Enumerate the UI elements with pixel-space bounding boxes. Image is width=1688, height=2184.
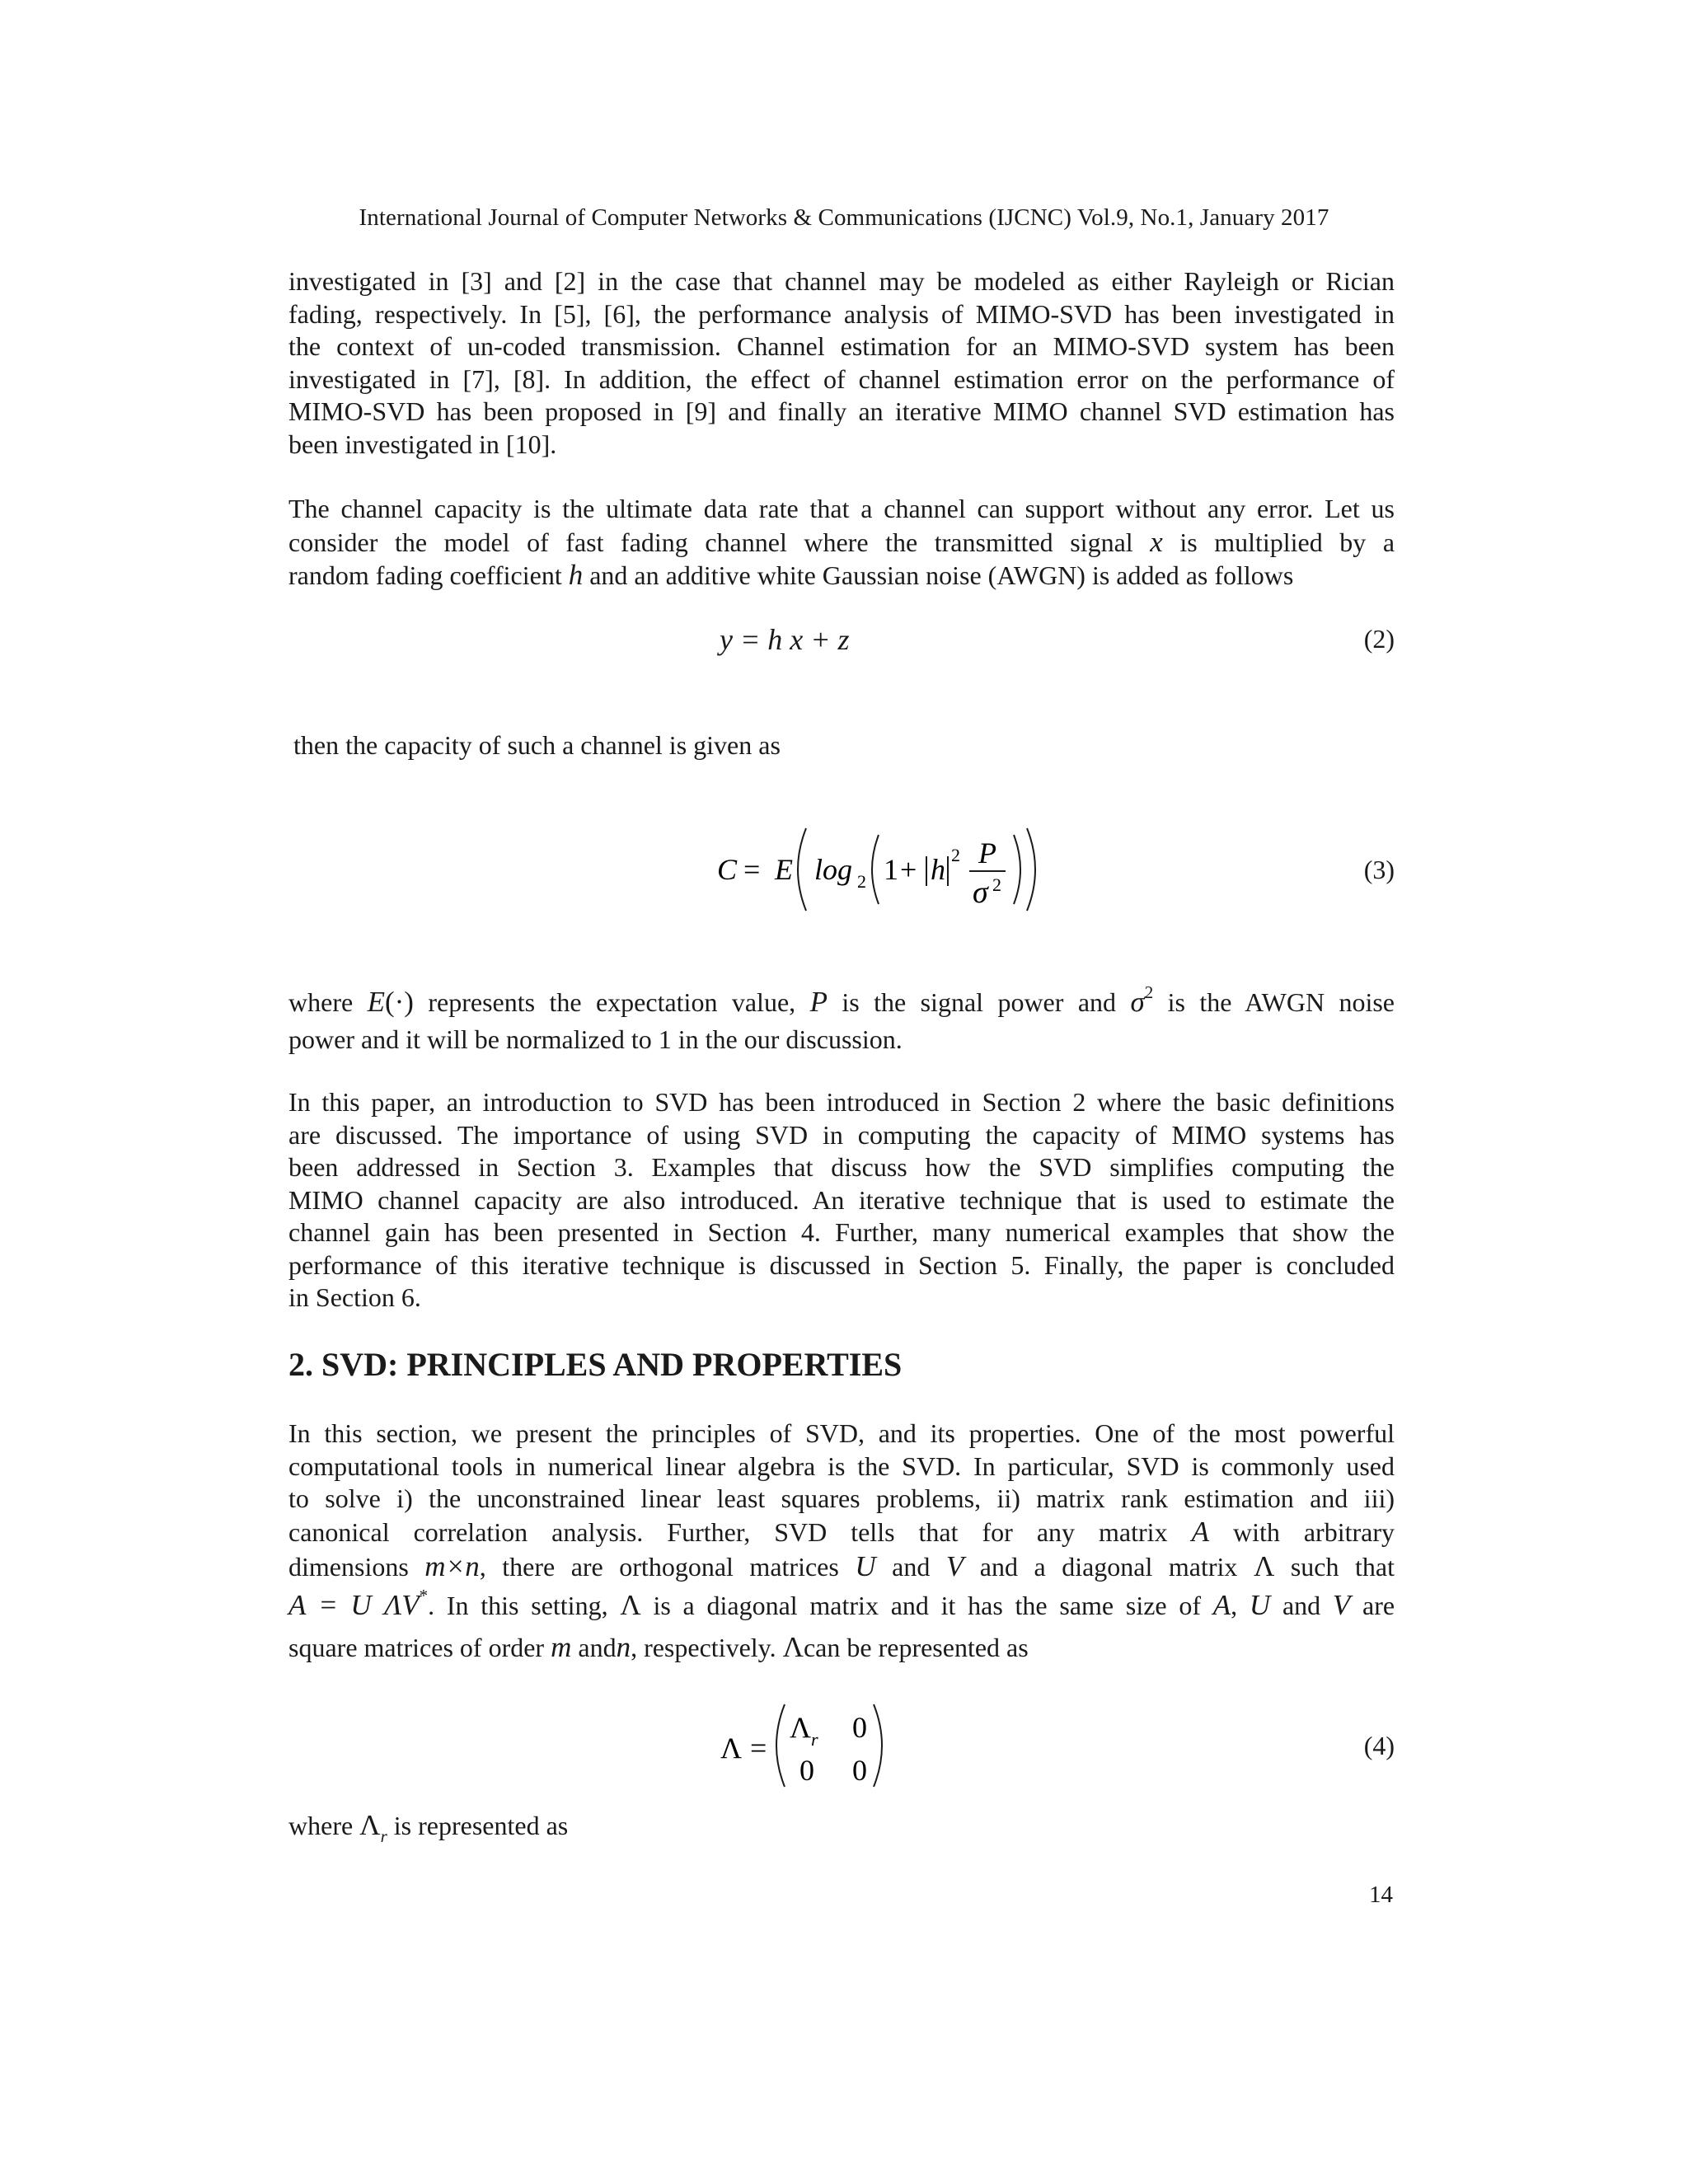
equation-4	[288, 1698, 1395, 1797]
eq3-equals: =	[743, 853, 761, 886]
eq4-a21: 0	[799, 1754, 814, 1787]
text-line: where E(·) represents the expectation value, P is the signal power and $\sigma^2$ is the AWGN noise	[288, 982, 1395, 1018]
equation-3	[288, 820, 1395, 919]
eq3-C: C	[717, 853, 738, 886]
text-line: consider the model of fast fading channel where the transmitted signal x is multiplied by a	[288, 525, 1395, 558]
text-line: The channel capacity is the ultimate data rate that a channel can support without any error. Let us	[288, 494, 1395, 523]
math-var-P: P	[809, 986, 828, 1018]
text-line: computational tools in numerical linear algebra is the SVD. In particular, SVD is commonly used	[288, 1451, 1395, 1481]
math-var-E: E	[367, 986, 385, 1018]
equation-4-number: (4)	[1363, 1731, 1395, 1760]
text-line: MIMO channel capacity are also introduced. An iterative technique that is used to estimate the	[288, 1184, 1395, 1215]
text-line: random fading coefficient h and an additive white Gaussian noise (AWGN) is added as follows	[288, 559, 1294, 591]
paragraph-prior-work	[288, 265, 1395, 461]
text-line: investigated in [7], [8]. In addition, the effect of channel estimation error on the performance of	[288, 363, 1395, 394]
eq3-outer-left-paren	[798, 828, 806, 911]
eq3-P: P	[978, 837, 996, 869]
paragraph-svd-principles	[288, 1418, 1395, 1666]
text-line: been addressed in Section 3. Examples that discuss how the SVD simplifies computing the	[288, 1152, 1395, 1182]
eq4-equals: =	[750, 1732, 767, 1765]
text-line: where $\Lambda_r$ is represented as	[288, 1809, 569, 1846]
text-line: square matrices of order m andn, respectively. Λcan be represented as	[288, 1631, 1029, 1663]
eq3-plus: +	[900, 853, 917, 886]
eq3-h: h	[931, 853, 945, 886]
text-line: MIMO-SVD has been proposed in [9] and finally an iterative MIMO channel SVD estimation has	[288, 396, 1395, 426]
eq3-inner-left-paren	[872, 835, 879, 904]
paragraph-lambda-r	[288, 1809, 1395, 1846]
text-line: the context of un-coded transmission. Channel estimation for an MIMO-SVD system has been	[288, 331, 1395, 361]
equation-3-number: (3)	[1363, 855, 1395, 884]
text-line: In this paper, an introduction to SVD has been introduced in Section 2 where the basic definitions	[288, 1087, 1395, 1117]
equation-3-formula	[717, 820, 1047, 919]
text-line: dimensions m×n, there are orthogonal matrices U and V and a diagonal matrix Λ such that	[288, 1550, 1395, 1582]
paragraph-channel-capacity	[288, 493, 1395, 593]
equation-4-matrix	[717, 1698, 931, 1797]
paragraph-paper-outline	[288, 1086, 1395, 1315]
paragraph-expectation	[288, 983, 1395, 1054]
equation-2	[288, 622, 1395, 721]
eq4-lhs: Λ	[720, 1732, 743, 1765]
text-line: then the capacity of such a channel is given as	[293, 730, 781, 760]
eq4-a11-sub: r	[811, 1729, 818, 1750]
section-heading: 2. SVD: PRINCIPLES AND PROPERTIES	[288, 1346, 903, 1383]
eq3-E: E	[775, 853, 793, 886]
eq3-h-exp: 2	[951, 845, 960, 865]
text-line: to solve i) the unconstrained linear least squares problems, ii) matrix rank estimation and iii)	[288, 1483, 1395, 1513]
text-line: investigated in [3] and [2] in the case that channel may be modeled as either Rayleigh or Rician	[288, 266, 1395, 296]
eq4-right-paren	[874, 1704, 882, 1787]
text-line: power and it will be normalized to 1 in the our discussion.	[288, 1024, 903, 1054]
text-line: fading, respectively. In [5], [6], the performance analysis of MIMO-SVD has been investigated in	[288, 298, 1395, 329]
eq4-left-paren	[776, 1704, 785, 1787]
text-line: channel gain has been presented in Section 4. Further, many numerical examples that show the	[288, 1217, 1395, 1247]
math-var-h: h	[568, 559, 584, 591]
eq3-inner-right-paren	[1014, 835, 1020, 904]
math-var-sigma: σ	[1130, 986, 1145, 1018]
equation-2-body: y = h x + z	[720, 623, 850, 656]
text-line: In this section, we present the principles of SVD, and its properties. One of the most powerful	[288, 1418, 1395, 1448]
text-line: A = U ΛV*. In this setting, Λ is a diagonal matrix and it has the same size of A, U and V are	[288, 1586, 1395, 1621]
page-number: 14	[1369, 1882, 1393, 1908]
text-line: performance of this iterative technique is discussed in Section 5. Finally, the paper is concluded	[288, 1249, 1395, 1280]
eq3-sigma-exp: 2	[992, 874, 1001, 895]
eq3-one: 1	[884, 853, 898, 886]
text-line: in Section 6.	[288, 1282, 421, 1312]
eq3-outer-right-paren	[1027, 828, 1035, 911]
running-header: International Journal of Computer Networks & Communications (IJCNC) Vol.9, No.1, January 2017	[359, 204, 1329, 231]
eq3-log-base: 2	[857, 871, 866, 892]
eq3-sigma: σ	[973, 875, 988, 910]
equation-2-number: (2)	[1363, 624, 1395, 654]
text-line: are discussed. The importance of using SVD in computing the capacity of MIMO systems has	[288, 1119, 1395, 1150]
eq4-a22: 0	[852, 1754, 867, 1787]
eq4-a12: 0	[852, 1711, 867, 1744]
paragraph-capacity-intro	[293, 729, 1400, 762]
text-line: been investigated in [10].	[288, 429, 557, 459]
text-line: canonical correlation analysis. Further, SVD tells that for any matrix A with arbitrary	[288, 1515, 1395, 1548]
math-var-x: x	[1150, 525, 1163, 558]
eq3-log: log	[814, 853, 853, 886]
eq4-a11: Λ	[790, 1711, 812, 1744]
